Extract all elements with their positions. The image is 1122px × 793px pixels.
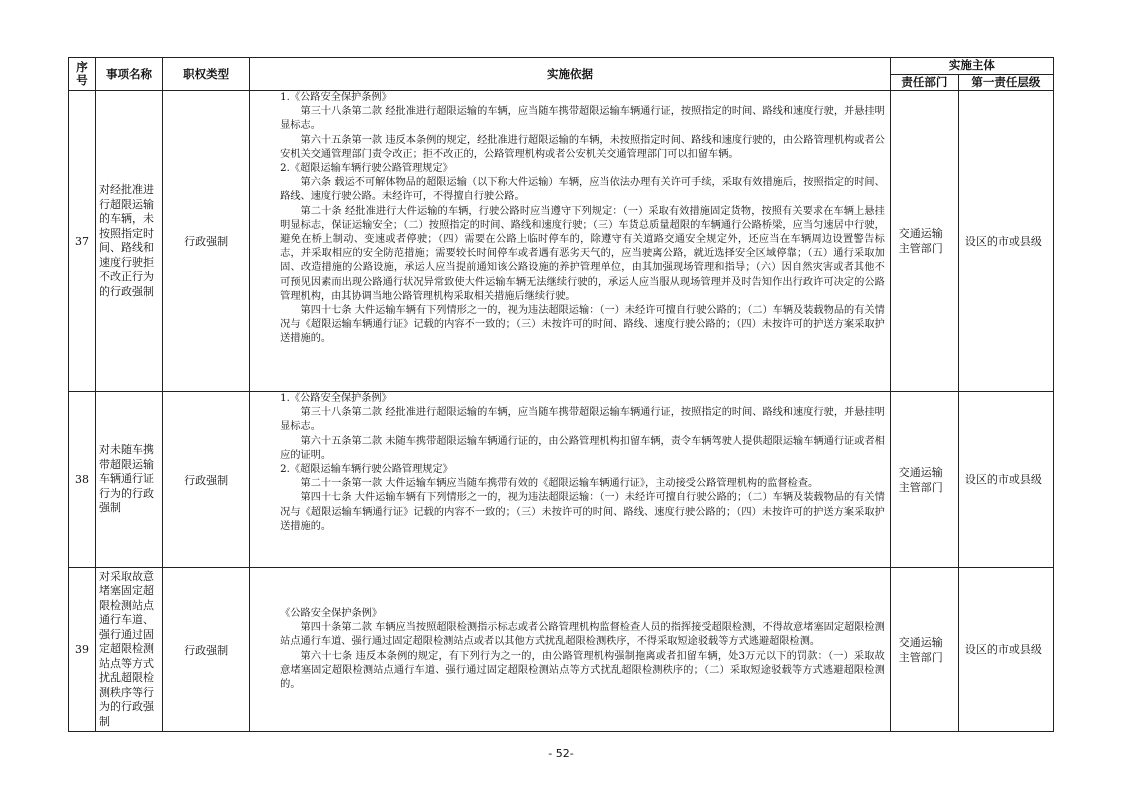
row-basis (250, 568, 891, 732)
row-basis (250, 91, 891, 392)
basis-line: 第六十五条第一款 违反本条例的规定，经批准进行超限运输的车辆，未按照指定时间、路线和速度行驶的，由公路管理机构或者公安机关交通管理部门责令改正；拒不改正的，公路管理机构或者公安机关交通管理部门可以扣留车辆。 (280, 134, 885, 160)
basis-line: 第三十八条第二款 经批准进行超限运输的车辆，应当随车携带超限运输车辆通行证，按照指定的时间、路线和速度行驶，并悬挂明显标志。 (280, 106, 885, 132)
basis-line: 第六十七条 违反本条例的规定，有下列行为之一的，由公路管理机构强制拖离或者扣留车辆，处3万元以下的罚款：（一）采取故意堵塞固定超限检测站点通行车道、强行通过固定超限检测站点等方式扰乱超限检测秩序的；（二）采取短途驳载等方式逃避超限检测的。 (280, 650, 885, 690)
row-dept: 交通运输主管部门 (890, 91, 958, 392)
row-no: 39 (69, 568, 96, 732)
basis-line: 第六条 载运不可解体物品的超限运输（以下称大件运输）车辆，应当依法办理有关许可手续，采取有效措施后，按照指定的时间、路线、速度行驶公路。未经许可，不得擅自行驶公路。 (280, 177, 885, 203)
row-name: 对经批准进行超限运输的车辆，未按照指定时间、路线和速度行驶拒不改正行为的行政强制 (96, 91, 163, 392)
basis-line: 第二十一条第一款 大件运输车辆应当随车携带有效的《超限运输车辆通行证》，主动接受公路管理机构的监督检查。 (300, 478, 819, 490)
row-type: 行政强制 (163, 568, 250, 732)
basis-line: 1.《公路安全保护条例》 (280, 393, 392, 404)
row-level: 设区的市或县级 (958, 568, 1053, 732)
row-level: 设区的市或县级 (958, 91, 1053, 392)
basis-line: 第四十条第二款 车辆应当按照超限检测指示标志或者公路管理机构监督检查人员的指挥接受超限检测，不得故意堵塞固定超限检测站点通行车道、强行通过固定超限检测站点或者以其他方式扰乱超限检测秩序，不得采取短途驳载等方式逃避超限检测。 (280, 622, 885, 648)
header-level: 第一责任层级 (958, 74, 1053, 91)
basis-line: 第二十条 经批准进行大件运输的车辆，行驶公路时应当遵守下列规定：（一）采取有效措施固定货物，按照有关要求在车辆上悬挂明显标志，保证运输安全；（二）按照指定的时间、路线和速度行驶；（三）车货总质量超限的车辆通行公路桥梁，应当匀速居中行驶，避免在桥上制动、变速或者停驶；（四）需要在公路上临时停车的，除遵守有关道路交通安全规定外，还应当在车辆周边设置警告标志，并采取相应的安全防范措施；需要较长时间停车或者遇有恶劣天气的，应当驶离公路，就近选择安全区域停靠；（五）通行采取加固、改造措施的公路设施，承运人应当提前通知该公路设施的养护管理单位，由其加强现场管理和指导；（六）因自然灾害或者其他不可预见因素而出现公路通行状况异常致使大件运输车辆无法继续行驶的，承运人应当服从现场管理并及时告知作出行政许可决定的公路管理机构，由其协调当地公路管理机构采取相关措施后继续行驶。 (280, 205, 885, 302)
basis-line: 《公路安全保护条例》 (280, 607, 383, 619)
table-row (69, 392, 1054, 568)
header-type: 职权类型 (163, 58, 250, 91)
row-level: 设区的市或县级 (958, 392, 1053, 568)
basis-line: 第四十七条 大件运输车辆有下列情形之一的，视为违法超限运输：（一）未经许可擅自行驶公路的；（二）车辆及装载物品的有关情况与《超限运输车辆通行证》记载的内容不一致的；（三）未按许可的时间、路线、速度行驶公路的；（四）未按许可的护送方案采取护送措施的。 (280, 305, 885, 345)
header-subject: 实施主体 (890, 58, 1053, 75)
header-name: 事项名称 (96, 58, 163, 91)
header-no: 序号 (69, 58, 96, 91)
row-name: 对采取故意堵塞固定超限检测站点通行车道、强行通过固定超限检测站点等方式扰乱超限检测秩序等行为的行政强制 (96, 568, 163, 732)
row-name: 对未随车携带超限运输车辆通行证行为的行政强制 (96, 392, 163, 568)
row-no: 37 (69, 91, 96, 392)
basis-line: 第六十五条第二款 未随车携带超限运输车辆通行证的，由公路管理机构扣留车辆，责令车辆驾驶人提供超限运输车辆通行证或者相应的证明。 (280, 435, 885, 461)
row-type: 行政强制 (163, 91, 250, 392)
basis-line: 2.《超限运输车辆行驶公路管理规定》 (280, 163, 453, 175)
basis-line: 第四十七条 大件运输车辆有下列情形之一的，视为违法超限运输：（一）未经许可擅自行驶公路的；（二）车辆及装载物品的有关情况与《超限运输车辆通行证》记载的内容不一致的；（三）未按许可的时间、路线、速度行驶公路的；（四）未按许可的护送方案采取护送措施的。 (280, 492, 885, 532)
row-dept: 交通运输主管部门 (890, 568, 958, 732)
page-number: - 52- (548, 747, 574, 760)
basis-line: 2.《超限运输车辆行驶公路管理规定》 (280, 464, 453, 476)
basis-line: 1.《公路安全保护条例》 (280, 92, 392, 103)
row-basis (250, 392, 891, 568)
matter-table-container (68, 57, 1054, 732)
header-dept: 责任部门 (890, 74, 958, 91)
row-no: 38 (69, 392, 96, 568)
header-basis: 实施依据 (250, 58, 891, 91)
basis-line: 第三十八条第二款 经批准进行超限运输的车辆，应当随车携带超限运输车辆通行证，按照指定的时间、路线和速度行驶，并悬挂明显标志。 (280, 407, 885, 433)
table-row (69, 91, 1054, 392)
table-row (69, 568, 1054, 732)
row-dept: 交通运输主管部门 (890, 392, 958, 568)
row-type: 行政强制 (163, 392, 250, 568)
matter-table (68, 57, 1054, 732)
